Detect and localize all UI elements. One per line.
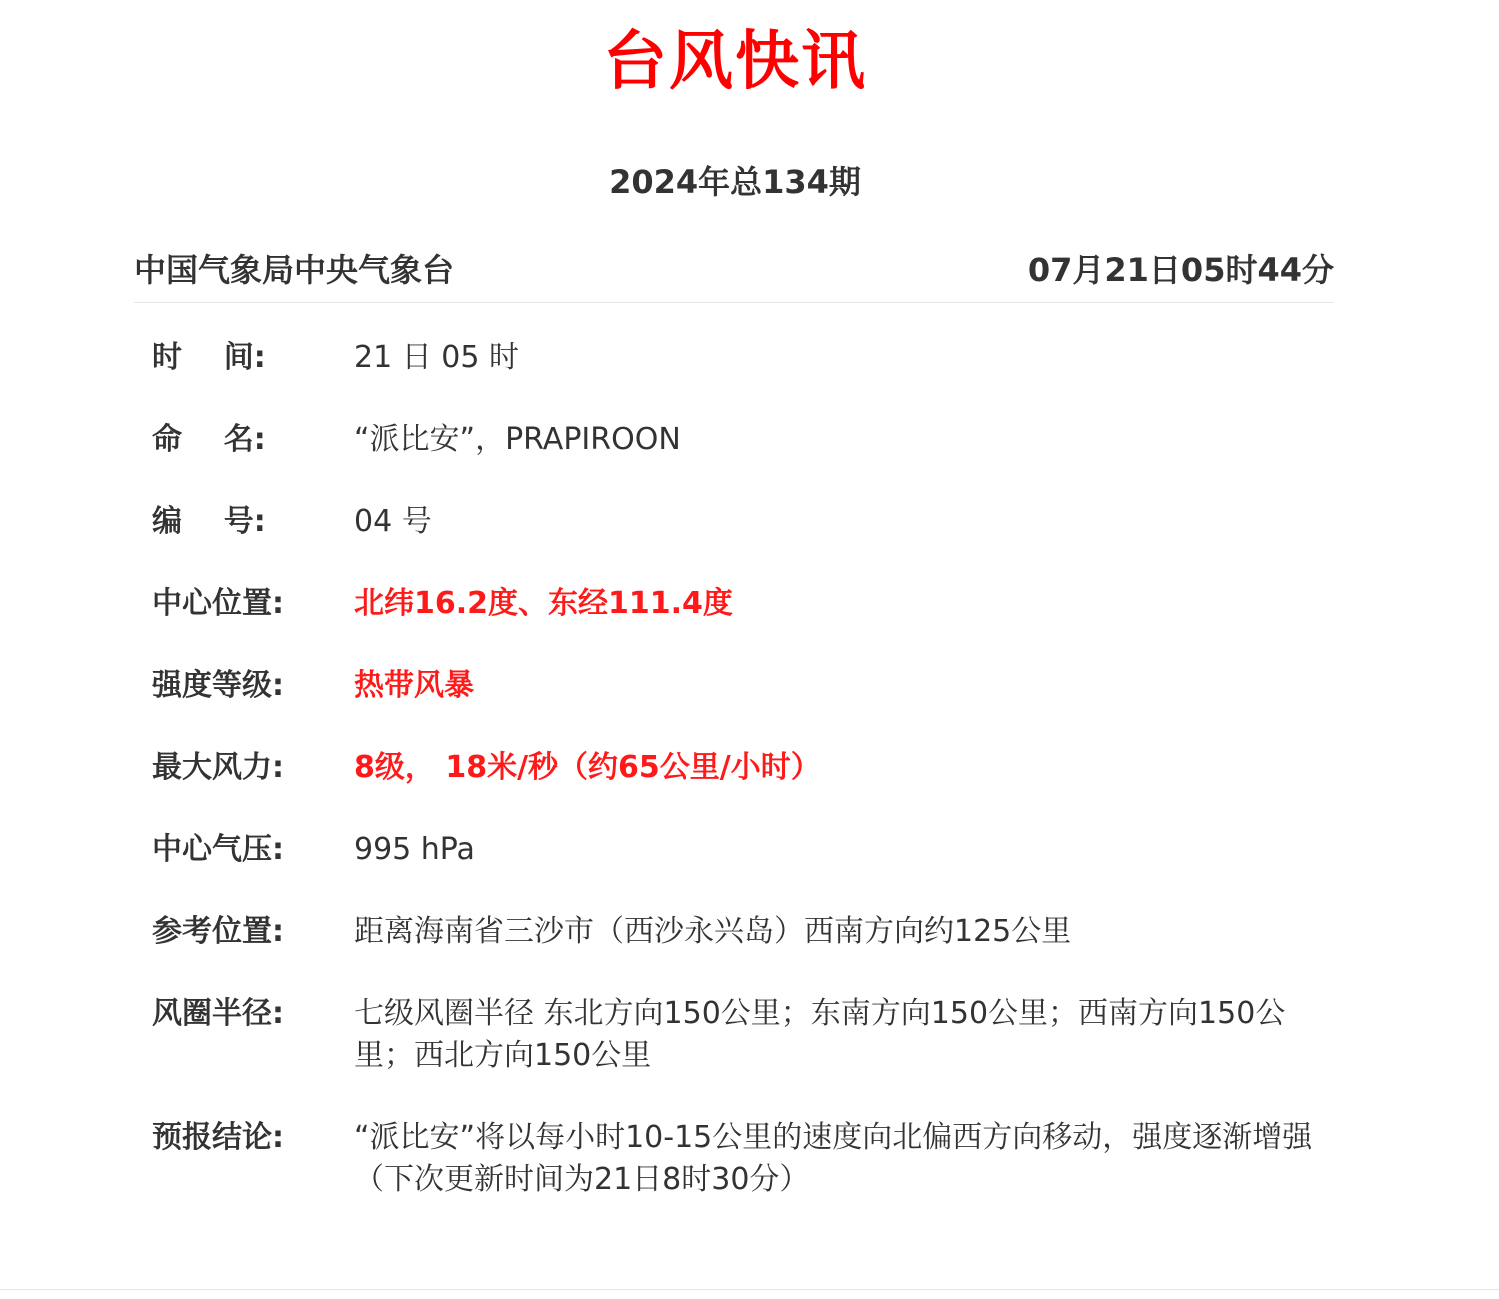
field-number-value: 04 号 [354,504,432,539]
bottom-divider [0,1289,1499,1290]
field-max-wind-label: 最大风力: [152,750,284,785]
field-intensity-value: 热带风暴 [354,668,474,703]
agency-name: 中国气象局中央气象台 [134,251,455,289]
next-update-note: （下次更新时间为21日8时30分） [354,1162,810,1197]
field-reference-value: 距离海南省三沙市（西沙永兴岛）西南方向约125公里 [354,914,1072,949]
field-number-label: 编 号: [152,504,266,539]
field-name-label: 命 名: [152,422,266,457]
page-title: 台风快讯 [603,25,867,99]
field-center-label: 中心位置: [152,586,284,621]
field-time-value: 21 日 05 时 [354,340,519,375]
field-wind-radius-value: 七级风圈半径 东北方向150公里；东南方向150公里；西南方向150公里；西北方向150公里 [354,996,1286,1073]
field-forecast-value: “派比安”将以每小时10-15公里的速度向北偏西方向移动，强度逐渐增强 [354,1120,1313,1155]
field-intensity-label: 强度等级: [152,668,284,703]
field-reference-label: 参考位置: [152,914,284,949]
issue-time: 07月21日05时44分 [1027,251,1334,289]
field-time-label: 时 间: [152,340,266,375]
issue-number: 2024年总134期 [609,163,861,201]
field-forecast-label: 预报结论: [152,1120,284,1155]
field-pressure-value: 995 hPa [354,832,475,867]
field-name-value: “派比安”，PRAPIROON [354,422,681,457]
bulletin-header [134,248,1334,303]
field-forecast-value-block [354,1117,1314,1201]
field-pressure-label: 中心气压: [152,832,284,867]
field-center-value: 北纬16.2度、东经111.4度 [354,586,733,621]
field-max-wind-value: 8级， 18米/秒（约65公里/小时） [354,750,821,785]
field-wind-radius-label: 风圈半径: [152,996,284,1031]
